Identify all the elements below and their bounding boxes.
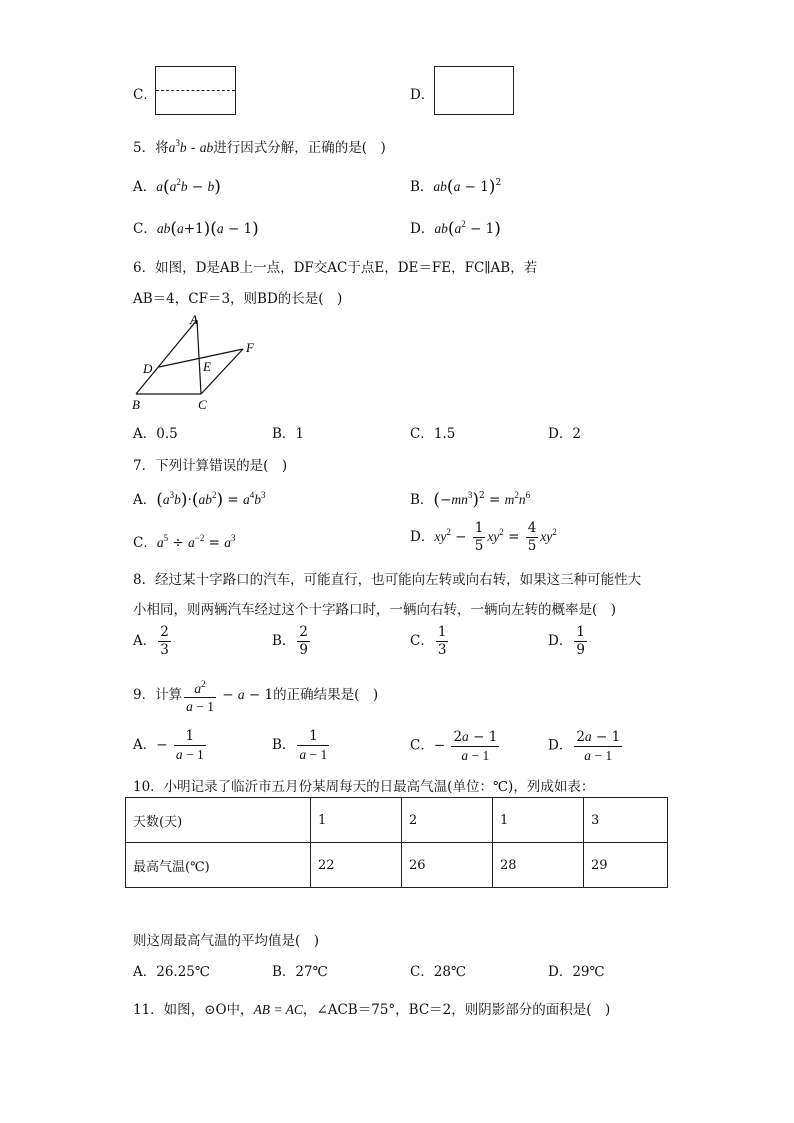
q6-option-b[interactable]: B．1 xyxy=(272,426,305,442)
q7-option-d[interactable]: D．$xy^2$ − $\frac{1}{5}$ $xy^2$ = $\frac{4}{5}$ $xy^2$ xyxy=(410,520,557,554)
q9-option-c[interactable]: C．− $\frac{2a - 1}{a - 1}$ xyxy=(410,729,498,763)
q9-option-b[interactable]: B． $\frac{1}{a - 1}$ xyxy=(272,728,328,762)
q6-line1: 6．如图，D是AB上一点，DF交AC于点E，DE＝FE，FC∥AB，若 xyxy=(133,260,538,276)
q6-option-c[interactable]: C．1.5 xyxy=(410,426,456,442)
q4-option-c-label[interactable]: C． xyxy=(133,87,157,103)
table-cell: 28 xyxy=(493,843,584,888)
q10-option-b[interactable]: B．27℃ xyxy=(272,964,328,980)
table-header-cell: 天数(天) xyxy=(126,798,311,843)
q5-number: 5．将 xyxy=(133,140,169,156)
q5-stem: 进行因式分解，正确的是( ) xyxy=(213,140,386,156)
label-e: E xyxy=(203,359,211,374)
q10-option-d[interactable]: D．29℃ xyxy=(548,964,605,980)
q10-option-c[interactable]: C．28℃ xyxy=(410,964,467,980)
q6-line2: AB＝4，CF＝3，则BD的长是( ) xyxy=(133,291,343,307)
table-cell: 26 xyxy=(402,843,493,888)
q8-option-c[interactable]: C． $\frac{1}{3}$ xyxy=(410,624,447,658)
q5-option-b[interactable]: B．$ab(a - 1)^2$ xyxy=(410,177,502,197)
table-row xyxy=(126,843,668,888)
q11-arc-equality: AB = AC xyxy=(253,1002,303,1017)
q5-option-c[interactable]: C．ab(a+1)(a − 1) xyxy=(133,219,259,239)
table-cell: 22 xyxy=(311,843,402,888)
q7-stem: 7．下列计算错误的是( ) xyxy=(133,458,288,474)
temperature-table xyxy=(125,797,668,888)
q8-option-d[interactable]: D． $\frac{1}{9}$ xyxy=(548,624,585,658)
q8-option-a[interactable]: A． $\frac{2}{3}$ xyxy=(133,624,169,658)
label-a: A xyxy=(190,312,198,327)
q6-option-d[interactable]: D．2 xyxy=(548,426,581,442)
q6-triangle-figure xyxy=(126,310,266,416)
label-d: D xyxy=(143,361,153,376)
table-cell: 1 xyxy=(493,798,584,843)
q8-line1: 8．经过某十字路口的汽车，可能直行，也可能向左转或向右转，如果这三种可能性大 xyxy=(133,572,642,588)
table-cell: 2 xyxy=(402,798,493,843)
table-cell: 1 xyxy=(311,798,402,843)
q9-option-d[interactable]: D． $\frac{2a - 1}{a - 1}$ xyxy=(548,729,621,763)
q5-option-a[interactable]: A．$a(a^2b - b)$ xyxy=(133,177,221,197)
label-b: B xyxy=(132,397,140,412)
q7-option-c[interactable]: C．$a^5 \div a^{-2} = a^3$ xyxy=(133,533,236,551)
q6-option-a[interactable]: A．0.5 xyxy=(133,426,178,442)
table-cell: 3 xyxy=(584,798,668,843)
question-5: 5．将$a^3b$ - ab进行因式分解，正确的是( ) xyxy=(133,138,386,156)
label-f: F xyxy=(246,340,254,355)
label-c: C xyxy=(198,397,207,412)
q5-option-d[interactable]: D．$ab(a^2 - 1)$ xyxy=(410,219,501,239)
q9-option-a[interactable]: A．− $\frac{1}{a - 1}$ xyxy=(133,728,204,762)
question-11: 11．如图，⊙O中，AB = AC，∠ACB＝75°，BC＝2，则阴影部分的面积是( ) xyxy=(133,1002,611,1018)
table-header-cell: 最高气温(℃) xyxy=(126,843,311,888)
dashed-midline xyxy=(156,90,235,91)
q4-option-d-rectangle xyxy=(434,66,514,115)
q10-option-a[interactable]: A．26.25℃ xyxy=(133,964,210,980)
q4-option-c-rectangle xyxy=(155,66,236,115)
q10-after-text: 则这周最高气温的平均值是( ) xyxy=(133,933,320,949)
q7-option-b[interactable]: B．$(-mn^3)^2 = m^2n^6$ xyxy=(410,490,531,510)
q8-line2: 小相同，则两辆汽车经过这个十字路口时，一辆向右转，一辆向左转的概率是( ) xyxy=(133,602,617,618)
question-9: 9．计算 $\frac{a^2}{a - 1}$ − a − 1的正确结果是( ) xyxy=(133,676,378,715)
table-cell: 29 xyxy=(584,843,668,888)
q4-option-d-label[interactable]: D． xyxy=(410,87,435,103)
q5-expression: $a^3b$ xyxy=(168,138,187,155)
q8-option-b[interactable]: B． $\frac{2}{9}$ xyxy=(272,624,309,658)
table-row xyxy=(126,798,668,843)
q10-stem: 10．小明记录了临沂市五月份某周每天的日最高气温(单位：℃)，列成如表： xyxy=(133,779,595,795)
q7-option-a[interactable]: A．$(a^3b)\cdot(ab^2) = a^4b^3$ xyxy=(133,490,266,510)
